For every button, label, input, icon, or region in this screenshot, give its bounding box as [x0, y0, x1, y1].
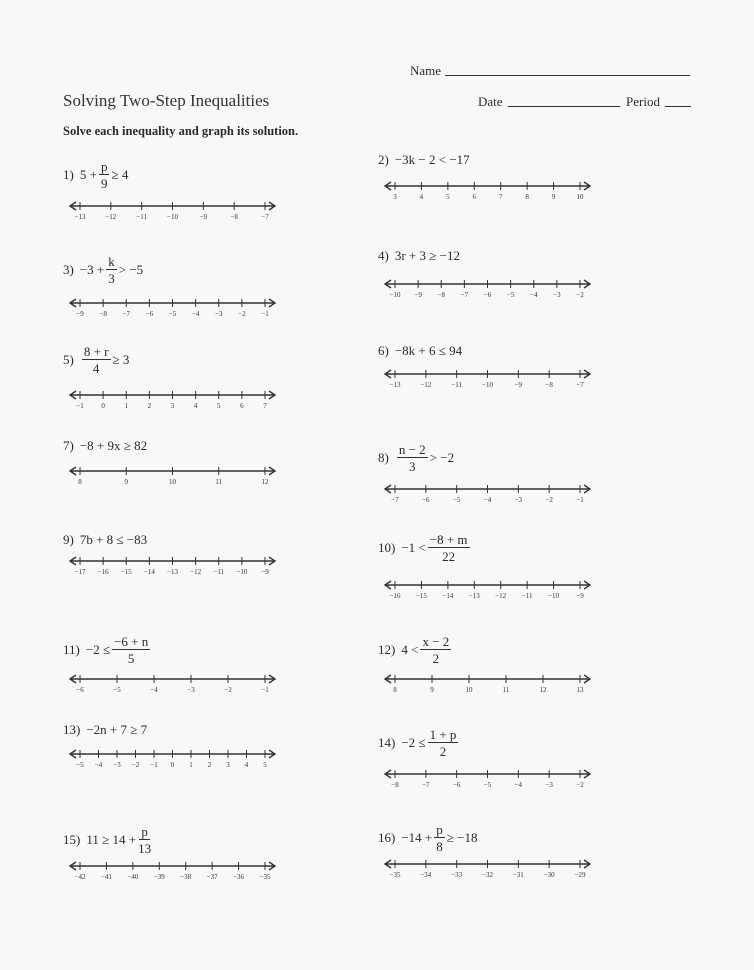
problem-number: 2)	[378, 152, 389, 167]
problem-number: 14)	[378, 735, 396, 750]
name-label: Name	[410, 63, 442, 78]
svg-text:−5: −5	[506, 291, 515, 299]
numerator: k	[108, 254, 115, 269]
svg-text:−5: −5	[168, 310, 177, 318]
svg-text:−39: −39	[153, 873, 165, 881]
svg-text:−16: −16	[97, 568, 109, 576]
problem-7	[63, 438, 147, 454]
date-label: Date	[478, 94, 503, 109]
svg-text:−41: −41	[100, 873, 112, 881]
svg-text:6: 6	[240, 402, 244, 410]
svg-text:10: 10	[576, 193, 584, 201]
svg-text:−32: −32	[482, 871, 493, 879]
date-field[interactable]	[508, 106, 620, 107]
svg-text:9: 9	[430, 686, 434, 694]
fraction	[138, 825, 151, 855]
svg-text:−11: −11	[213, 568, 225, 576]
svg-text:2: 2	[207, 761, 212, 769]
svg-text:−6: −6	[483, 291, 492, 299]
problem-6	[378, 343, 462, 359]
svg-text:−1: −1	[261, 310, 269, 318]
problem-number: 1)	[63, 167, 74, 182]
svg-text:10: 10	[465, 686, 473, 694]
denominator: 8	[436, 839, 443, 854]
numerator: 8 + r	[83, 344, 109, 359]
svg-text:−8: −8	[545, 381, 553, 389]
svg-text:−11: −11	[136, 213, 148, 221]
svg-text:−15: −15	[120, 568, 132, 576]
svg-text:−9: −9	[76, 310, 84, 318]
svg-text:9: 9	[551, 193, 556, 201]
svg-text:−11: −11	[451, 381, 463, 389]
inequality-post: ≥ 3	[112, 352, 130, 367]
inequality: −2n + 7 ≥ 7	[86, 722, 148, 737]
svg-text:−8: −8	[230, 213, 238, 221]
problem-1	[63, 160, 128, 190]
denominator: 22	[442, 549, 456, 564]
svg-text:−4: −4	[191, 310, 200, 318]
numerator: n − 2	[398, 442, 426, 457]
svg-text:12: 12	[539, 686, 547, 694]
number-line[interactable]	[385, 673, 590, 695]
svg-text:−4: −4	[94, 761, 103, 769]
problem-13	[63, 722, 147, 738]
problem-14	[378, 728, 460, 758]
svg-text:−3: −3	[187, 686, 195, 694]
svg-text:−35: −35	[259, 873, 271, 881]
number-line[interactable]	[385, 483, 590, 505]
numerator: −6 + n	[114, 634, 149, 649]
svg-text:5: 5	[446, 193, 450, 201]
svg-text:−14: −14	[442, 592, 454, 600]
problem-10	[378, 533, 472, 563]
problem-number: 16)	[378, 830, 396, 845]
problem-number: 15)	[63, 832, 81, 847]
svg-text:−33: −33	[451, 871, 463, 879]
problem-number: 6)	[378, 343, 389, 358]
number-line[interactable]	[70, 748, 275, 770]
svg-text:5: 5	[217, 402, 221, 410]
svg-text:3: 3	[393, 193, 397, 201]
svg-text:−1: −1	[150, 761, 158, 769]
number-line[interactable]	[385, 858, 590, 880]
numerator: −8 + m	[429, 532, 468, 547]
inequality-pre: −2 ≤	[401, 735, 426, 750]
svg-text:−1: −1	[76, 402, 84, 410]
fraction	[112, 635, 150, 665]
svg-text:−4: −4	[530, 291, 538, 299]
problem-8	[378, 443, 454, 473]
svg-text:8: 8	[78, 478, 82, 486]
svg-text:−2: −2	[131, 761, 140, 769]
page-title: Solving Two-Step Inequalities	[63, 91, 270, 110]
svg-text:−13: −13	[167, 568, 178, 576]
svg-text:−13: −13	[468, 592, 480, 600]
svg-text:−3: −3	[553, 291, 561, 299]
svg-text:−3: −3	[113, 761, 121, 769]
numerator: p	[436, 822, 443, 837]
svg-text:−1: −1	[261, 686, 269, 694]
problem-4	[378, 248, 460, 264]
svg-text:−9: −9	[199, 213, 208, 221]
svg-text:11: 11	[215, 478, 223, 486]
number-line[interactable]	[385, 278, 590, 300]
svg-text:5: 5	[263, 761, 267, 769]
svg-text:−11: −11	[521, 592, 533, 600]
svg-text:−9: −9	[514, 381, 523, 389]
svg-text:−7: −7	[391, 496, 399, 504]
problem-number: 10)	[378, 540, 396, 555]
fraction	[82, 345, 111, 375]
svg-text:−3: −3	[215, 310, 223, 318]
svg-text:−6: −6	[422, 496, 430, 504]
problem-9	[63, 532, 147, 548]
svg-text:−5: −5	[452, 496, 461, 504]
problem-5	[63, 345, 129, 375]
svg-text:−12: −12	[105, 213, 117, 221]
svg-text:−2: −2	[576, 781, 584, 789]
problem-number: 7)	[63, 438, 74, 453]
name-field[interactable]	[445, 75, 690, 76]
fraction	[397, 443, 428, 473]
problem-number: 13)	[63, 722, 81, 737]
svg-text:−8: −8	[99, 310, 107, 318]
svg-text:4: 4	[244, 761, 249, 769]
svg-text:−5: −5	[483, 781, 492, 789]
problem-number: 4)	[378, 248, 389, 263]
period-field[interactable]	[665, 106, 691, 107]
number-line[interactable]	[385, 768, 590, 790]
svg-text:2: 2	[147, 402, 152, 410]
problem-16	[378, 823, 477, 853]
svg-text:−12: −12	[190, 568, 202, 576]
svg-text:−2: −2	[238, 310, 246, 318]
fraction	[99, 160, 110, 190]
svg-text:−6: −6	[145, 310, 154, 318]
fraction	[420, 635, 451, 665]
fraction	[106, 255, 117, 285]
problem-12	[378, 635, 453, 665]
problem-15	[63, 825, 153, 855]
svg-text:−5: −5	[76, 761, 84, 769]
svg-text:−5: −5	[113, 686, 121, 694]
problem-number: 3)	[63, 262, 74, 277]
number-line[interactable]	[70, 200, 275, 222]
svg-text:−3: −3	[545, 781, 553, 789]
instructions: Solve each inequality and graph its solution.	[63, 124, 299, 138]
svg-text:−10: −10	[167, 213, 178, 221]
svg-text:3: 3	[170, 402, 175, 410]
svg-text:6: 6	[472, 193, 477, 201]
inequality-pre: −2 ≤	[85, 642, 111, 657]
svg-text:0: 0	[170, 761, 175, 769]
svg-text:1: 1	[124, 402, 128, 410]
svg-text:−13: −13	[389, 381, 401, 389]
svg-text:8: 8	[525, 193, 529, 201]
inequality: 7b + 8 ≤ −83	[79, 532, 148, 547]
numerator: p	[100, 159, 108, 174]
inequality-pre: −3 +	[79, 262, 105, 277]
svg-text:3: 3	[226, 761, 230, 769]
inequality-post: > −5	[118, 262, 144, 277]
number-line[interactable]	[70, 673, 275, 695]
number-line[interactable]	[70, 297, 275, 319]
inequality-post: ≥ 4	[111, 167, 129, 182]
svg-text:−12: −12	[420, 381, 432, 389]
svg-text:−9: −9	[414, 291, 422, 299]
svg-text:−31: −31	[512, 871, 524, 879]
inequality: −8 + 9x ≥ 82	[79, 438, 148, 453]
problem-2	[378, 152, 470, 168]
svg-text:−6: −6	[452, 781, 461, 789]
denominator: 3	[409, 459, 416, 474]
svg-text:9: 9	[124, 478, 128, 486]
denominator: 5	[127, 651, 135, 666]
svg-text:−9: −9	[576, 592, 584, 600]
svg-text:−4: −4	[514, 781, 523, 789]
svg-text:−8: −8	[437, 291, 445, 299]
inequality: −3k − 2 < −17	[394, 152, 470, 167]
svg-text:−29: −29	[574, 871, 586, 879]
inequality: −8k + 6 ≤ 94	[394, 343, 463, 358]
svg-text:−2: −2	[224, 686, 232, 694]
svg-text:−3: −3	[514, 496, 523, 504]
number-line[interactable]	[70, 465, 275, 487]
svg-text:−1: −1	[576, 496, 584, 504]
problem-number: 9)	[63, 532, 74, 547]
number-line[interactable]	[385, 180, 590, 202]
inequality: 3r + 3 ≥ −12	[394, 248, 460, 263]
svg-text:−2: −2	[545, 496, 553, 504]
svg-text:13: 13	[576, 686, 584, 694]
denominator: 2	[439, 744, 447, 759]
svg-text:−10: −10	[482, 381, 493, 389]
svg-text:10: 10	[169, 478, 176, 486]
number-line[interactable]	[70, 860, 275, 882]
inequality-post: > −2	[429, 450, 455, 465]
svg-text:−12: −12	[495, 592, 507, 600]
problem-number: 8)	[378, 450, 389, 465]
number-line[interactable]	[385, 579, 590, 601]
svg-text:−38: −38	[180, 873, 192, 881]
svg-text:4: 4	[193, 402, 198, 410]
denominator: 13	[138, 841, 152, 856]
inequality-pre: −14 +	[401, 830, 433, 845]
inequality-pre: 11 ≥ 14 +	[86, 832, 137, 847]
svg-text:−4: −4	[483, 496, 492, 504]
svg-text:−9: −9	[261, 568, 269, 576]
svg-text:11: 11	[502, 686, 510, 694]
inequality-pre: 5 +	[79, 167, 97, 182]
svg-text:−7: −7	[122, 310, 130, 318]
svg-text:−4: −4	[150, 686, 158, 694]
svg-text:−37: −37	[206, 873, 218, 881]
svg-text:−35: −35	[389, 871, 401, 879]
denominator: 4	[92, 361, 100, 376]
svg-text:−17: −17	[74, 568, 86, 576]
svg-text:−34: −34	[420, 871, 432, 879]
svg-text:−10: −10	[548, 592, 560, 600]
svg-text:−15: −15	[415, 592, 427, 600]
inequality-post: ≥ −18	[446, 830, 478, 845]
svg-text:−7: −7	[460, 291, 469, 299]
denominator: 3	[108, 271, 115, 286]
problem-number: 5)	[63, 352, 74, 367]
svg-text:−16: −16	[389, 592, 401, 600]
number-line[interactable]	[70, 555, 275, 577]
svg-text:8: 8	[393, 686, 397, 694]
svg-text:−42: −42	[74, 873, 86, 881]
fraction	[428, 533, 470, 563]
svg-text:−7: −7	[576, 381, 584, 389]
problem-number: 11)	[63, 642, 80, 657]
svg-text:12: 12	[261, 478, 269, 486]
svg-text:−6: −6	[76, 686, 84, 694]
svg-text:−10: −10	[389, 291, 401, 299]
svg-text:−10: −10	[236, 568, 248, 576]
denominator: 9	[100, 176, 108, 191]
svg-text:−40: −40	[127, 873, 139, 881]
inequality-pre: 4 <	[401, 642, 419, 657]
inequality-pre: −1 <	[401, 540, 426, 555]
number-line[interactable]	[385, 368, 590, 390]
fraction	[428, 728, 459, 758]
numerator: x − 2	[422, 634, 450, 649]
svg-text:−8: −8	[391, 781, 399, 789]
problem-3	[63, 255, 143, 285]
svg-text:1: 1	[189, 761, 193, 769]
numerator: p	[141, 824, 148, 839]
svg-text:−30: −30	[543, 871, 555, 879]
period-label: Period	[626, 94, 660, 109]
number-line[interactable]	[70, 389, 275, 411]
problem-11	[63, 635, 152, 665]
svg-text:−2: −2	[576, 291, 584, 299]
svg-text:7: 7	[498, 193, 503, 201]
svg-text:4: 4	[419, 193, 424, 201]
numerator: 1 + p	[429, 727, 457, 742]
svg-text:0: 0	[101, 402, 105, 410]
svg-text:7: 7	[263, 402, 267, 410]
svg-text:−7: −7	[261, 213, 269, 221]
denominator: 2	[432, 651, 440, 666]
problem-number: 12)	[378, 642, 396, 657]
svg-text:−36: −36	[233, 873, 245, 881]
svg-text:−13: −13	[74, 213, 86, 221]
svg-text:−7: −7	[422, 781, 430, 789]
fraction	[434, 823, 445, 853]
svg-text:−14: −14	[143, 568, 155, 576]
